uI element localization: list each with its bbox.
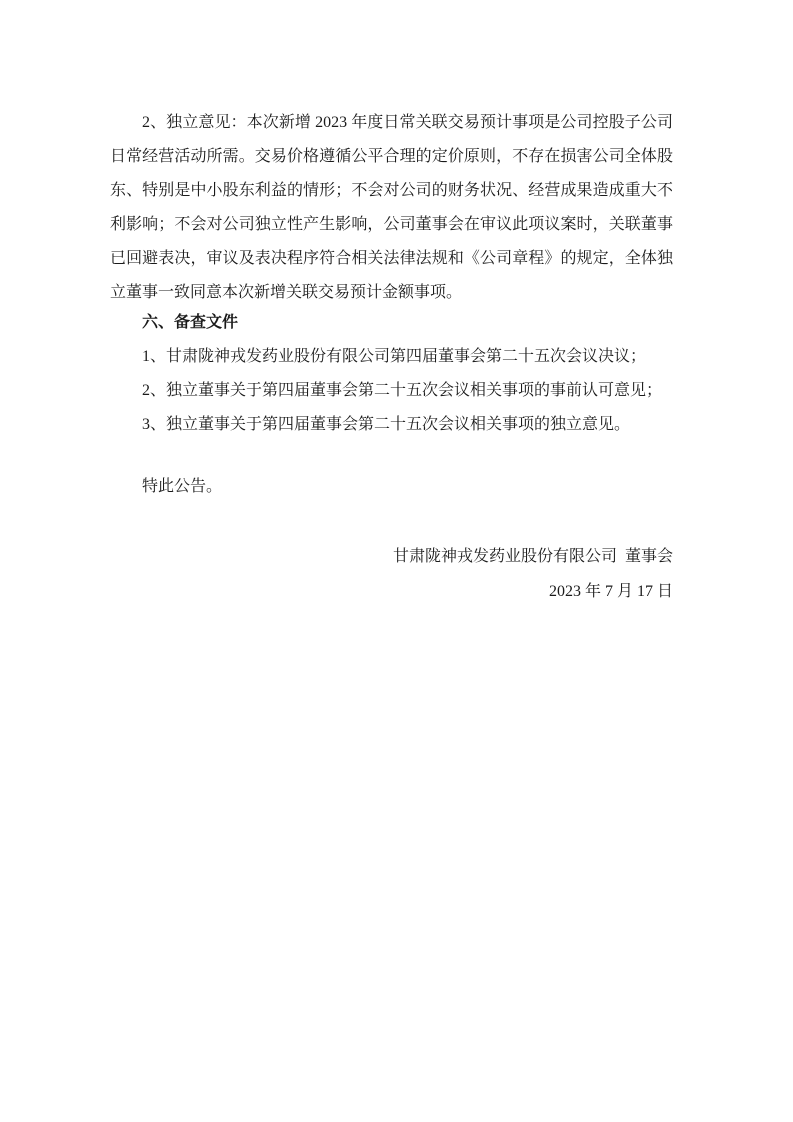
reference-document-item: 3、独立董事关于第四届董事会第二十五次会议相关事项的独立意见。 <box>142 416 631 433</box>
paragraph-line: 利影响；不会对公司独立性产生影响，公司董事会在审议此项议案时，关联董事 <box>110 216 673 233</box>
reference-document-item: 1、甘肃陇神戎发药业股份有限公司第四届董事会第二十五次会议决议； <box>142 348 647 365</box>
closing-statement: 特此公告。 <box>142 478 223 495</box>
signature-company: 甘肃陇神戎发药业股份有限公司 董事会 <box>392 548 673 565</box>
reference-document-list <box>110 340 673 442</box>
paragraph-line: 日常经营活动所需。交易价格遵循公平合理的定价原则，不存在损害公司全体股 <box>110 148 673 165</box>
paragraph-line: 2、独立意见：本次新增 2023 年度日常关联交易预计事项是公司控股子公司 <box>142 114 673 131</box>
reference-document-item: 2、独立董事关于第四届董事会第二十五次会议相关事项的事前认可意见； <box>142 382 663 399</box>
paragraph-line: 已回避表决，审议及表决程序符合相关法律法规和《公司章程》的规定，全体独 <box>110 250 673 267</box>
signature-date: 2023 年 7 月 17 日 <box>548 583 673 600</box>
paragraph-line: 立董事一致同意本次新增关联交易预计金额事项。 <box>110 284 463 301</box>
independent-opinion-paragraph <box>110 106 673 310</box>
paragraph-line: 东、特别是中小股东利益的情形；不会对公司的财务状况、经营成果造成重大不 <box>110 182 673 199</box>
section-heading-reference-documents: 六、备查文件 <box>142 314 239 331</box>
